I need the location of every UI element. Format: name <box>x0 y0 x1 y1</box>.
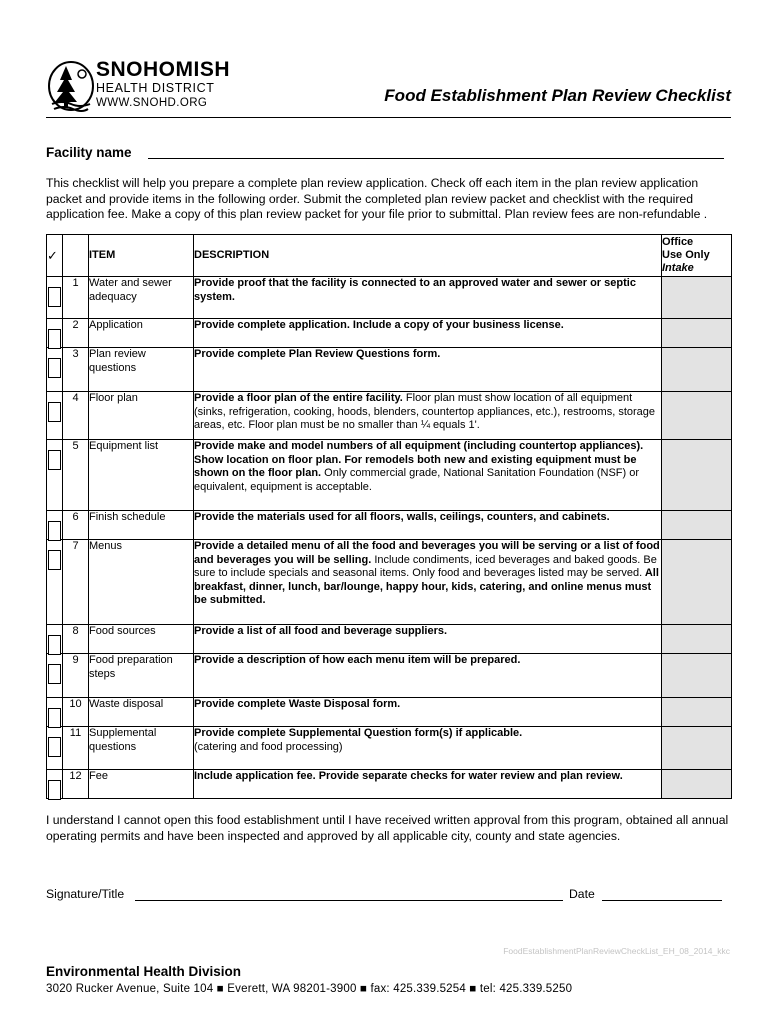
description-normal: (catering and food processing) <box>194 740 343 753</box>
facility-name-label: Facility name <box>46 145 132 160</box>
table-row <box>47 348 732 392</box>
declaration-paragraph: I understand I cannot open this food establishment until I have received written approval from this program, obtained all annual operating permits and have been inspected and approved by all applicable city, county and state agencies. <box>46 813 729 843</box>
document-title: Food Establishment Plan Review Checklist <box>384 86 731 105</box>
checkbox-cell <box>47 392 63 440</box>
office-header-line3: Intake <box>662 262 694 274</box>
office-use-cell <box>662 698 732 727</box>
item-number: 7 <box>63 540 89 625</box>
item-number: 8 <box>63 625 89 654</box>
description-bold: Include application fee. Provide separate checks for water review and plan review. <box>194 770 623 782</box>
description-bold: Provide a description of how each menu item will be prepared. <box>194 654 521 666</box>
item-checkbox[interactable] <box>48 737 61 757</box>
description-bold: Provide a list of all food and beverage suppliers. <box>194 625 448 637</box>
item-name: Equipment list <box>89 440 194 511</box>
office-header-line1: Office <box>662 236 694 248</box>
table-row <box>47 319 732 348</box>
checkbox-cell <box>47 770 63 799</box>
table-row <box>47 654 732 698</box>
table-row <box>47 392 732 440</box>
description-bold-extra: All breakfast, dinner, lunch, bar/lounge, happy hour, kids, catering, and online menus must be submitted. <box>194 567 659 606</box>
office-use-cell <box>662 392 732 440</box>
item-description <box>194 511 662 540</box>
table-row <box>47 698 732 727</box>
item-name: Fee <box>89 770 194 799</box>
office-use-cell <box>662 540 732 625</box>
table-row <box>47 540 732 625</box>
item-name: Menus <box>89 540 194 625</box>
checkbox-cell <box>47 319 63 348</box>
org-subtitle: HEALTH DISTRICT <box>96 81 215 95</box>
item-name: Floor plan <box>89 392 194 440</box>
number-column-header <box>63 235 89 277</box>
table-header-row <box>47 235 732 277</box>
description-normal: Only commercial grade, National Sanitation Foundation (NSF) or equivalent, equipment is acceptable. <box>194 467 640 493</box>
item-description <box>194 625 662 654</box>
office-use-column-header <box>662 235 732 277</box>
intro-paragraph: This checklist will help you prepare a complete plan review application. Check off each item in the plan review application packet and provide items in the following order. Submit the completed plan review packet and checklist with the required application fee. Make a copy of this plan review packet for your file prior to submittal. Plan review fees are non-refundable . <box>46 176 708 221</box>
office-use-cell <box>662 625 732 654</box>
checkbox-cell <box>47 511 63 540</box>
item-column-header: ITEM <box>89 235 194 277</box>
item-number: 9 <box>63 654 89 698</box>
description-bold: Provide proof that the facility is connected to an approved water and sewer or septic system. <box>194 277 636 303</box>
division-name: Environmental Health Division <box>46 964 242 979</box>
item-checkbox[interactable] <box>48 664 61 684</box>
description-bold: Provide a floor plan of the entire facility. <box>194 392 403 404</box>
org-url: WWW.SNOHD.ORG <box>96 97 208 109</box>
item-description <box>194 392 662 440</box>
item-description <box>194 277 662 319</box>
item-number: 1 <box>63 277 89 319</box>
table-row <box>47 440 732 511</box>
item-name: Finish schedule <box>89 511 194 540</box>
item-name: Application <box>89 319 194 348</box>
facility-name-field[interactable] <box>148 158 724 159</box>
item-number: 2 <box>63 319 89 348</box>
signature-field[interactable] <box>135 900 563 901</box>
item-number: 4 <box>63 392 89 440</box>
item-name: Water and sewer adequacy <box>89 277 194 319</box>
item-number: 3 <box>63 348 89 392</box>
date-field[interactable] <box>602 900 722 901</box>
item-checkbox[interactable] <box>48 780 61 800</box>
table-row <box>47 511 732 540</box>
office-use-cell <box>662 277 732 319</box>
item-checkbox[interactable] <box>48 329 61 349</box>
checkbox-cell <box>47 540 63 625</box>
description-bold: Provide the materials used for all floors, walls, ceilings, counters, and cabinets. <box>194 511 610 523</box>
office-use-cell <box>662 319 732 348</box>
item-number: 6 <box>63 511 89 540</box>
title-divider <box>46 117 731 118</box>
checkbox-cell <box>47 440 63 511</box>
description-bold: Provide make and model numbers of all equipment (including countertop appliances). Show location on floor plan. For remodels both new and existing equipment must be shown on the floor plan. <box>194 440 644 479</box>
check-column-header: ✓ <box>47 235 63 277</box>
item-description <box>194 698 662 727</box>
office-use-cell <box>662 727 732 770</box>
table-row <box>47 625 732 654</box>
item-checkbox[interactable] <box>48 708 61 728</box>
office-use-cell <box>662 770 732 799</box>
tree-water-logo-icon <box>46 58 96 116</box>
item-description <box>194 540 662 625</box>
item-number: 10 <box>63 698 89 727</box>
description-normal: Include condiments, iced beverages and baked goods. Be sure to include specials and seasonal items. Only food and beverages listed may be served. <box>194 553 657 579</box>
checkbox-cell <box>47 625 63 654</box>
item-description <box>194 440 662 511</box>
item-checkbox[interactable] <box>48 402 61 422</box>
division-address: 3020 Rucker Avenue, Suite 104 ■ Everett, WA 98201-3900 ■ fax: 425.339.5254 ■ tel: 425.339.5250 <box>46 983 573 995</box>
item-description <box>194 770 662 799</box>
item-description <box>194 319 662 348</box>
item-checkbox[interactable] <box>48 358 61 378</box>
document-code: FoodEstablishmentPlanReviewCheckList_EH_08_2014_kkc <box>503 946 730 956</box>
checklist-table <box>46 234 732 799</box>
item-name: Food sources <box>89 625 194 654</box>
item-name: Food preparation steps <box>89 654 194 698</box>
item-description <box>194 654 662 698</box>
org-name: SNOHOMISH <box>96 58 231 81</box>
description-column-header: DESCRIPTION <box>194 235 662 277</box>
description-bold: Provide complete application. Include a copy of your business license. <box>194 319 564 331</box>
signature-label: Signature/Title <box>46 887 125 901</box>
description-bold: Provide a detailed menu of all the food and beverages you will be serving or a list of food and beverages you will be selling. <box>194 540 660 566</box>
description-normal: Floor plan must show location of all equipment (sinks, refrigeration, cooking, hoods, blenders, countertop appliances, etc.), restrooms, storage areas, etc. Floor plan must be no smaller than ¼ equals 1'. <box>194 392 656 431</box>
checkbox-cell <box>47 348 63 392</box>
table-row <box>47 770 732 799</box>
item-checkbox[interactable] <box>48 287 61 307</box>
item-name: Waste disposal <box>89 698 194 727</box>
item-checkbox[interactable] <box>48 635 61 655</box>
checkbox-cell <box>47 654 63 698</box>
item-checkbox[interactable] <box>48 550 61 570</box>
checkbox-cell <box>47 727 63 770</box>
item-checkbox[interactable] <box>48 450 61 470</box>
table-row <box>47 727 732 770</box>
item-checkbox[interactable] <box>48 521 61 541</box>
office-header-line2: Use Only <box>662 249 710 261</box>
table-row <box>47 277 732 319</box>
office-use-cell <box>662 440 732 511</box>
description-bold: Provide complete Waste Disposal form. <box>194 698 401 710</box>
description-bold: Provide complete Supplemental Question form(s) if applicable. <box>194 727 523 739</box>
checkbox-cell <box>47 277 63 319</box>
item-description <box>194 727 662 770</box>
date-label: Date <box>569 887 595 901</box>
office-use-cell <box>662 511 732 540</box>
office-use-cell <box>662 348 732 392</box>
office-use-cell <box>662 654 732 698</box>
item-description <box>194 348 662 392</box>
item-name: Supplemental questions <box>89 727 194 770</box>
checkbox-cell <box>47 698 63 727</box>
item-number: 5 <box>63 440 89 511</box>
item-number: 12 <box>63 770 89 799</box>
item-name: Plan review questions <box>89 348 194 392</box>
item-number: 11 <box>63 727 89 770</box>
description-bold: Provide complete Plan Review Questions form. <box>194 348 441 360</box>
